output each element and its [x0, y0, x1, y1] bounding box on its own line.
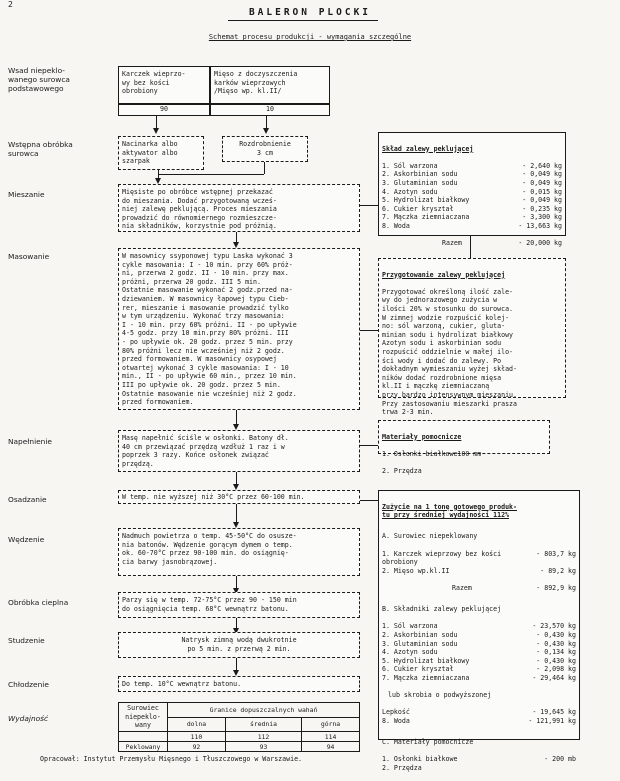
prep-box	[378, 258, 566, 417]
usage-b-item-name: 6. Cukier kryształ	[382, 665, 454, 674]
usage-b-extra-value: - 121,991 kg	[528, 716, 576, 725]
yield-cell: 93	[225, 742, 301, 752]
brine-item-name: 7. Mączka ziemniaczana	[382, 213, 470, 222]
stage-label-cool2: Chłodzenie	[8, 680, 49, 689]
stage-label-settle: Osadzanie	[8, 495, 47, 504]
usage-b-item-name: 3. Glutaminian sodu	[382, 639, 458, 648]
raw-box-mieso: Mięso z doczyszczenia karków wieprzowych /Mięso wp. kl.II/	[210, 66, 330, 104]
brine-item-value: - 3,300 kg	[522, 213, 562, 222]
usage-b-item-name: 4. Azotyn sodu	[382, 648, 438, 657]
usage-b-item	[382, 622, 576, 631]
usage-a-total-value: - 892,9 kg	[536, 583, 576, 592]
yield-cell: 92	[168, 742, 226, 752]
usage-a-item-name: 2. Mięso wp.kl.II	[382, 566, 450, 575]
usage-b-item	[382, 657, 576, 666]
stage-label-yield: Wydajność	[8, 714, 49, 723]
usage-b-extra-name: 8. Woda	[382, 716, 410, 725]
usage-b-item-value: - 0,134 kg	[536, 648, 576, 657]
yield-col-srednia: średnia	[225, 717, 301, 732]
yield-col-surowiec: Surowiec niepeklo- wany	[119, 703, 168, 732]
raw-value-karczek: 90	[118, 104, 210, 116]
page-title: BALERON PLOCKI	[248, 7, 372, 18]
usage-a-total-label: Razem	[452, 583, 472, 592]
usage-c-item	[382, 755, 576, 764]
usage-b-extra	[382, 708, 576, 717]
stage-label-raw: Wsad niepeklo- wanego surowca podstawowego	[8, 66, 70, 93]
usage-b-item	[382, 631, 576, 640]
brine-item-value: - 13,663 kg	[518, 221, 562, 230]
stage-label-cool1: Studzenie	[8, 636, 45, 645]
usage-a-item	[382, 550, 576, 567]
brine-title: Skład zalewy peklującej	[382, 144, 474, 153]
usage-b-item-value: - 0,430 kg	[536, 656, 576, 665]
brine-item-name: 6. Cukier kryształ	[382, 204, 454, 213]
yield-col-dolna: dolna	[168, 717, 226, 732]
mix-box: Mięsiste po obróbce wstępnej przekazać do mieszania. Dodać przygotowaną wcześ- niej zalewę peklującą. Proces mieszania prowadzić do równomiernego rozmieszcze- nia składników, korzystnie pod próżnią.	[118, 184, 360, 232]
usage-b-item	[382, 648, 576, 657]
page-number: 2	[8, 0, 13, 9]
brine-item-name: 1. Sól warzona	[382, 161, 438, 170]
stage-label-smoke: Wędzenie	[8, 535, 45, 544]
stage-label-heat: Obróbka cieplna	[8, 598, 69, 607]
usage-b-item	[382, 640, 576, 649]
brine-item	[382, 205, 562, 214]
pre-box-rozdrobnienie: Rozdrobnienie 3 cm	[222, 136, 308, 162]
brine-box	[378, 132, 566, 248]
prep-title: Przygotowanie zalewy peklującej	[382, 270, 506, 279]
yield-table	[118, 702, 360, 752]
usage-a-title: A. Surowiec niepeklowany	[382, 532, 478, 541]
stage-label-mass: Masowanie	[8, 252, 50, 261]
usage-a-item-name: 1. Karczek wieprzowy bez kości obrobiony	[382, 549, 502, 567]
brine-item-value: - 0,235 kg	[522, 204, 562, 213]
cool1-box: Natrysk zimną wodą dwukrotnie po 5 min. z przerwą 2 min.	[118, 632, 360, 658]
usage-b-item-name: 5. Hydrolizat białkowy	[382, 656, 470, 665]
brine-item-value: - 2,640 kg	[522, 161, 562, 170]
usage-b-item-name: 7. Mączka ziemniaczana	[382, 673, 470, 682]
aux-item: 2. Przędza	[382, 466, 422, 475]
usage-box	[378, 490, 580, 772]
usage-b-title: B. Składniki zalewy peklującej	[382, 605, 502, 614]
usage-b-item-value: - 2,098 kg	[536, 665, 576, 674]
brine-item-name: 3. Glutaminian sodu	[382, 178, 458, 187]
brine-total-value: - 20,000 kg	[518, 239, 562, 248]
usage-b-extra-name: Lepkość	[382, 708, 410, 717]
brine-item-name: 2. Askorbinian sodu	[382, 170, 458, 179]
usage-b-item-value: - 0,430 kg	[536, 639, 576, 648]
stage-label-fill: Napełnienie	[8, 437, 52, 446]
brine-item-value: - 0,049 kg	[522, 196, 562, 205]
usage-b-item	[382, 665, 576, 674]
page-subtitle: Schemat procesu produkcji - wymagania szczególne	[208, 33, 412, 41]
brine-item-value: - 0,015 kg	[522, 187, 562, 196]
usage-c-item	[382, 764, 576, 773]
cool2-box: Do temp. 10°C wewnątrz batonu.	[118, 676, 360, 692]
prep-text: Przygotować określoną ilość zale- wy do jednorazowego zużycia w ilości 20% w stosunku do surowca. W zimnej wodzie rozpuścić kolej- no: sól warzoną, cukier, gluta- minian sodu i hydrolizat białkowy Azotyn sodu i askorbinian sodu rozpuścić oddzielnie w małej ilo- ści wody i dodać do zalewy. Po dokładnym wymieszaniu wyżej skład- ników dodać rozdrobnione mięsa kl.II i mączkę ziemniaczaną przy bardzo intensywnym mieszaniu. Przy zastosowaniu mieszarki prasza trwa 2-3 min.	[382, 287, 517, 417]
usage-c-title: C. Materiały pomocnicze	[382, 738, 474, 747]
settle-box: W temp. nie wyższej niż 30°C przez 60-100 min.	[118, 490, 360, 504]
usage-c-item-value: - 200 mb	[544, 755, 576, 764]
yield-row2-label: Peklowany	[119, 742, 168, 752]
usage-c-item-name: 1. Osłonki białkowe	[382, 755, 458, 764]
smoke-box: Nadmuch powietrza o temp. 45-50°C do osusze- nia batonów. Wędzenie gorącym dymem o temp. ok. 60-70°C przez 90-100 min. do osiągnię- cia barwy jasnobrązowej.	[118, 528, 360, 576]
brine-item	[382, 170, 562, 179]
yield-cell: 94	[302, 742, 360, 752]
brine-item-name: 8. Woda	[382, 221, 410, 230]
pre-box-nacinarka: Nacinarka albo aktywator albo szarpak	[118, 136, 204, 170]
usage-b-extra	[382, 717, 576, 726]
brine-item	[382, 196, 562, 205]
brine-item-value: - 0,049 kg	[522, 170, 562, 179]
brine-item	[382, 162, 562, 171]
fill-box: Masę napełnić ściśle w osłonki. Batony dł. 40 cm przewiązać przędzą wzdłuż 1 raz i w poprzek 3 razy. Końce osłonek związać przędzą.	[118, 430, 360, 472]
mass-box: W masownicy ssyponowej typu Laska wykonać 3 cykle masowania: I - 10 min. przy 60% próż- ni, przerwa 2 godz. II - 10 min. przy max. próżni, przerwa 20 godz. III 5 min. Ostatnie masowanie wykonać 2 godz.przed na- dziewaniem. W masownicy łapowej typu Cieb- rer, mieszanie i masowanie prowadzić tylko w tym urządzeniu. Wykonać trzy masowania: I - 10 min. przy 60% próżni. II - po upływie 4-5 godz. przy 10 min.przy 80% próżni. III - po upływie ok. 20 godz. przez 5 min. przy 80% próżni lecz nie wcześniej niż 2 godz. przed formowaniem. W masownicy osypowej otwartej wykonać 3 cykle masowania: I - 10 min., II - po upływie 60 min., przez 10 min. III po upływie ok. 20 godz. przez 5 min. Ostatnie masowanie nie wcześniej niż 2 godz. przed formowaniem.	[118, 248, 360, 410]
raw-box-karczek: Karczek wieprzo- wy bez kości obrobiony	[118, 66, 210, 104]
usage-a-item-value: - 89,2 kg	[540, 566, 576, 575]
brine-item	[382, 188, 562, 197]
aux-title: Materiały pomocnicze	[382, 432, 462, 441]
usage-b-item-name: 2. Askorbinian sodu	[382, 630, 458, 639]
usage-b-note: lub skrobia o podwyższonej	[388, 691, 492, 700]
raw-value-mieso: 10	[210, 104, 330, 116]
yield-header: Granice dopuszczalnych wahań	[168, 703, 360, 718]
usage-c-item-name: 2. Przędza	[382, 763, 422, 772]
brine-total-label: Razem	[442, 239, 462, 248]
aux-box	[378, 420, 550, 475]
aux-item: 1. Osłonki białkowe100 mm	[382, 449, 482, 458]
yield-cell: 114	[302, 732, 360, 742]
usage-b-item-name: 1. Sól warzona	[382, 622, 438, 631]
usage-b-extra-value: - 19,645 kg	[532, 708, 576, 717]
usage-b-item	[382, 674, 576, 683]
brine-item	[382, 222, 562, 231]
brine-item	[382, 179, 562, 188]
brine-item-name: 5. Hydrolizat białkowy	[382, 196, 470, 205]
usage-b-item-value: - 23,570 kg	[532, 622, 576, 631]
stage-label-mix: Mieszanie	[8, 190, 45, 199]
brine-item-value: - 0,049 kg	[522, 178, 562, 187]
footer-credit: Opracował: Instytut Przemysłu Mięsnego i Tłuszczowego w Warszawie.	[40, 755, 303, 763]
heat-box: Parzy się w temp. 72-75°C przez 90 - 150 min do osiągnięcia temp. 68°C wewnątrz batonu.	[118, 592, 360, 618]
yield-cell: 112	[225, 732, 301, 742]
brine-item	[382, 213, 562, 222]
usage-b-item-value: - 0,430 kg	[536, 630, 576, 639]
yield-col-gorna: górna	[302, 717, 360, 732]
usage-a-item-value: - 803,7 kg	[536, 549, 576, 558]
stage-label-pre: Wstępna obróbka surowca	[8, 140, 73, 158]
usage-title: Zużycie na 1 tonę gotowego produk- tu przy średniej wydajności 112%	[382, 502, 517, 520]
usage-a-item	[382, 567, 576, 576]
yield-cell: 110	[168, 732, 226, 742]
usage-b-item-value: - 29,464 kg	[532, 673, 576, 682]
brine-item-name: 4. Azotyn sodu	[382, 187, 438, 196]
